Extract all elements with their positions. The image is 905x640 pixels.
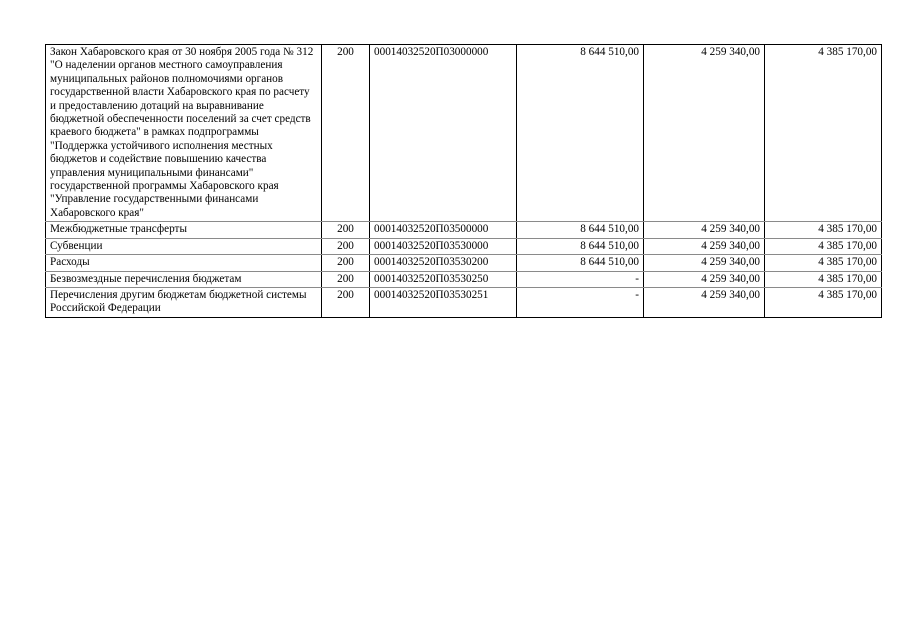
- row-code-cell: 200: [322, 255, 370, 271]
- row-amount-3-cell: 4 385 170,00: [765, 222, 882, 238]
- row-classification-cell: 00014032520П03530200: [370, 255, 517, 271]
- row-amount-1-cell: -: [517, 271, 644, 287]
- row-amount-2-cell: 4 259 340,00: [644, 238, 765, 254]
- row-code-cell: 200: [322, 238, 370, 254]
- row-code-cell: 200: [322, 45, 370, 222]
- budget-table: [45, 44, 882, 318]
- row-amount-3-cell: 4 385 170,00: [765, 238, 882, 254]
- row-amount-1-cell: 8 644 510,00: [517, 255, 644, 271]
- row-amount-3-cell: 4 385 170,00: [765, 255, 882, 271]
- table-row: [46, 222, 882, 238]
- row-amount-3-cell: 4 385 170,00: [765, 271, 882, 287]
- row-amount-3-cell: 4 385 170,00: [765, 287, 882, 317]
- table-row: [46, 255, 882, 271]
- table-row: [46, 238, 882, 254]
- row-amount-1-cell: -: [517, 287, 644, 317]
- row-amount-2-cell: 4 259 340,00: [644, 222, 765, 238]
- row-code-cell: 200: [322, 287, 370, 317]
- row-amount-1-cell: 8 644 510,00: [517, 45, 644, 222]
- row-classification-cell: 00014032520П03530000: [370, 238, 517, 254]
- row-classification-cell: 00014032520П03500000: [370, 222, 517, 238]
- row-amount-2-cell: 4 259 340,00: [644, 45, 765, 222]
- row-name-cell: Субвенции: [46, 238, 322, 254]
- row-classification-cell: 00014032520П03530250: [370, 271, 517, 287]
- row-classification-cell: 00014032520П03000000: [370, 45, 517, 222]
- row-name-cell: Межбюджетные трансферты: [46, 222, 322, 238]
- row-amount-2-cell: 4 259 340,00: [644, 271, 765, 287]
- row-name-cell: Безвозмездные перечисления бюджетам: [46, 271, 322, 287]
- row-amount-3-cell: 4 385 170,00: [765, 45, 882, 222]
- row-classification-cell: 00014032520П03530251: [370, 287, 517, 317]
- row-name-cell: Закон Хабаровского края от 30 ноября 2005 года № 312 "О наделении органов местного самоуправления муниципальных районов полномочиями органов государственной власти Хабаровского края по расчету и предоставлению дотаций на выравнивание бюджетной обеспеченности поселений за счет средств краевого бюджета" в рамках подпрограммы "Поддержка устойчивого исполнения местных бюджетов и содействие повышению качества управления муниципальными финансами" государственной программы Хабаровского края "Управление государственными финансами Хабаровского края": [46, 45, 322, 222]
- row-code-cell: 200: [322, 271, 370, 287]
- row-name-cell: Расходы: [46, 255, 322, 271]
- row-amount-2-cell: 4 259 340,00: [644, 287, 765, 317]
- row-amount-1-cell: 8 644 510,00: [517, 238, 644, 254]
- row-name-cell: Перечисления другим бюджетам бюджетной системы Российской Федерации: [46, 287, 322, 317]
- table-row: [46, 45, 882, 222]
- row-amount-1-cell: 8 644 510,00: [517, 222, 644, 238]
- row-amount-2-cell: 4 259 340,00: [644, 255, 765, 271]
- table-row: [46, 287, 882, 317]
- row-code-cell: 200: [322, 222, 370, 238]
- table-row: [46, 271, 882, 287]
